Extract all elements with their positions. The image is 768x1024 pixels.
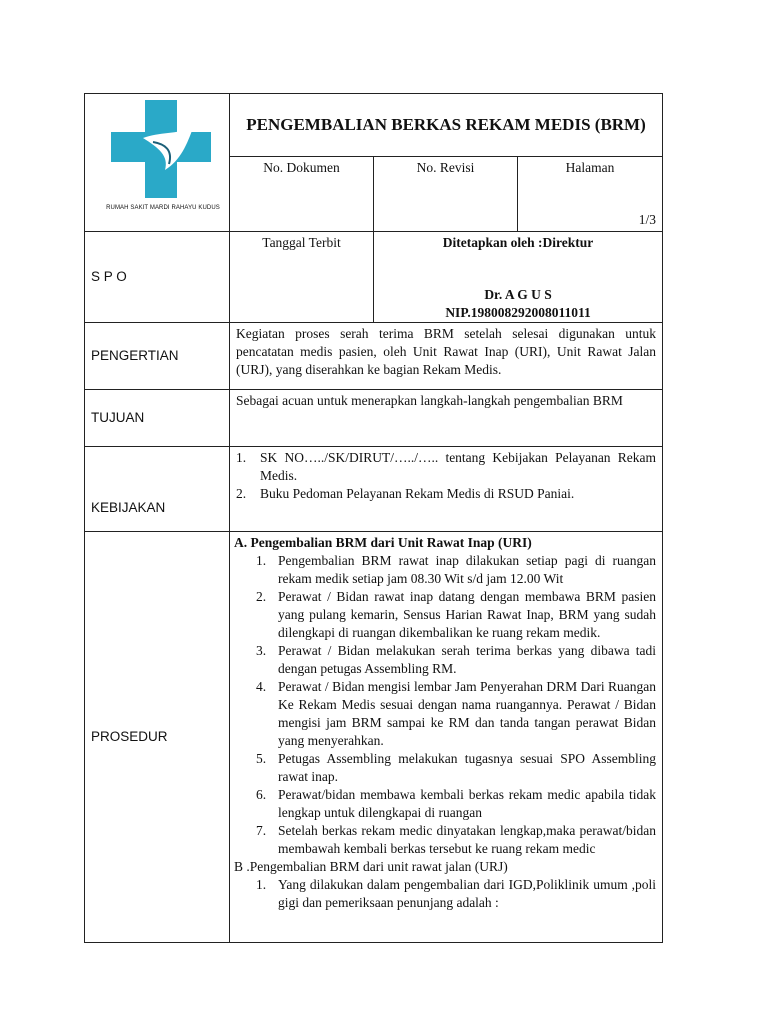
halaman-cell: [518, 157, 663, 232]
prosedur-heading-a: A. Pengembalian BRM dari Unit Rawat Inap (URI): [234, 535, 532, 550]
halaman-label: Halaman: [565, 160, 615, 175]
prosedur-content: [230, 532, 663, 943]
document-title: PENGEMBALIAN BERKAS REKAM MEDIS (BRM): [230, 94, 663, 157]
kebijakan-label: KEBIJAKAN: [85, 447, 230, 532]
prosedur-item: 1. Pengembalian BRM rawat inap dilakukan setiap pagi di ruangan rekam medik setiap jam 08.30 Wit s/d jam 12.00 Wit: [256, 553, 657, 586]
logo-caption: RUMAH SAKIT MARDI RAHAYU KUDUS: [106, 205, 220, 211]
tujuan-label: TUJUAN: [85, 390, 230, 447]
kebijakan-item: 1. SK NO…../SK/DIRUT/…../….. tentang Kebijakan Pelayanan Rekam Medis.: [236, 450, 657, 483]
logo-cell: [85, 94, 230, 232]
hospital-logo: [107, 98, 231, 202]
prosedur-item: 6. Perawat/bidan membawa kembali berkas rekam medic apabila tidak lengkap untuk dilengkapai di ruangan: [256, 787, 657, 820]
pengertian-label: PENGERTIAN: [85, 323, 230, 390]
prosedur-item: 7. Setelah berkas rekam medic dinyatakan lengkap,maka perawat/bidan membawah kembali berkas tersebut ke ruang rekam medic: [256, 823, 657, 856]
ditetapkan-cell: [374, 232, 663, 323]
tujuan-text: Sebagai acuan untuk menerapkan langkah-langkah pengembalian BRM: [230, 390, 663, 447]
prosedur-item: 2. Perawat / Bidan rawat inap datang dengan membawa BRM pasien yang pulang kemarin, Sensus Harian Rawat Inap, BRM yang sudah dilengkapi di ruangan dikembalikan ke ruang rekam medik.: [256, 589, 657, 640]
no-dokumen-label: No. Dokumen: [263, 160, 340, 175]
no-dokumen-cell: [230, 157, 374, 232]
no-revisi-label: No. Revisi: [416, 160, 475, 175]
halaman-value: 1/3: [638, 212, 657, 227]
prosedur-item: 5. Petugas Assembling melakukan tugasnya sesuai SPO Assembling rawat inap.: [256, 751, 657, 784]
spo-label: S P O: [85, 232, 230, 323]
no-revisi-cell: [374, 157, 518, 232]
prosedur-item: 4. Perawat / Bidan mengisi lembar Jam Penyerahan DRM Dari Ruangan Ke Rekam Medis sesuai dengan nama ruangannya. Perawat / Bidan mengisi jam BRM sampai ke RM dan tanda tangan perawat Bidan yang menyerahkan.: [256, 679, 657, 748]
prosedur-heading-b: B .Pengembalian BRM dari unit rawat jalan (URJ): [234, 859, 508, 874]
kebijakan-content: [230, 447, 663, 532]
kebijakan-item: 2. Buku Pedoman Pelayanan Rekam Medis di RSUD Paniai.: [236, 486, 575, 501]
spo-document: [84, 93, 662, 943]
director-nip: NIP.198008292008011011: [445, 305, 591, 320]
prosedur-item: 1. Yang dilakukan dalam pengembalian dari IGD,Poliklinik umum ,poli gigi dan pemeriksaan penunjang adalah :: [256, 877, 657, 910]
pengertian-text: Kegiatan proses serah terima BRM setelah selesai digunakan untuk pencatatan medis pasien, oleh Unit Rawat Inap (URI), Unit Rawat Jalan (URJ), yang diserahkan ke bagian Rekam Medis.: [230, 323, 663, 390]
tanggal-terbit-label: Tanggal Terbit: [230, 232, 374, 323]
ditetapkan-label: Ditetapkan oleh :Direktur: [442, 235, 594, 250]
prosedur-item: 3. Perawat / Bidan melakukan serah terima berkas yang dibawa tadi dengan petugas Assembling RM.: [256, 643, 657, 676]
spo-table: [84, 93, 663, 943]
prosedur-label: PROSEDUR: [85, 532, 230, 943]
director-name: Dr. A G U S: [484, 287, 552, 302]
